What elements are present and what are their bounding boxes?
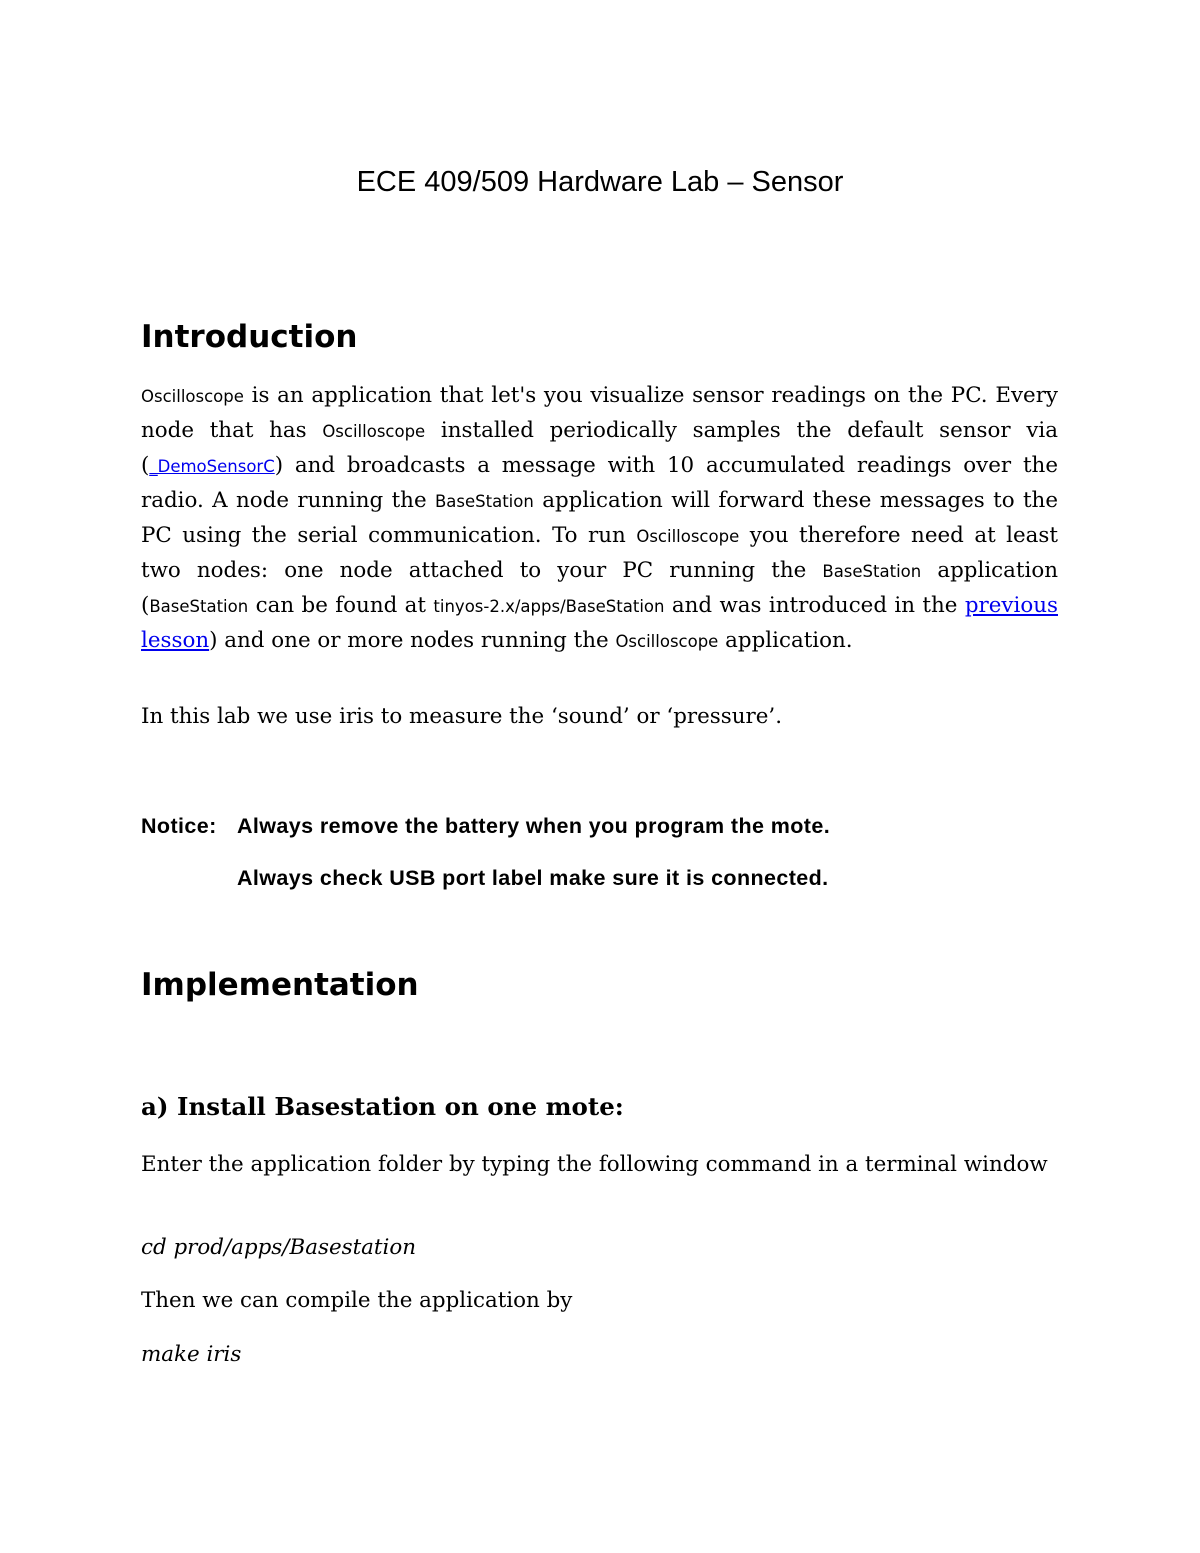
app-name-basestation: BaseStation xyxy=(149,597,249,616)
step-a-heading: a) Install Basestation on one mote: xyxy=(141,1092,624,1121)
demosensorc-link[interactable]: _DemoSensorC xyxy=(149,457,275,476)
app-name-oscilloscope: Oscilloscope xyxy=(636,527,740,546)
compile-instruction: Then we can compile the application by xyxy=(141,1288,573,1313)
notice-label: Notice: xyxy=(141,814,217,838)
previous-lesson-link[interactable]: previous lesson xyxy=(141,593,1058,653)
cd-command: cd prod/apps/Basestation xyxy=(141,1235,417,1260)
basestation-path: tinyos-2.x/apps/BaseStation xyxy=(433,597,665,616)
app-name-basestation: BaseStation xyxy=(434,492,534,511)
introduction-heading: Introduction xyxy=(141,319,358,355)
step-a-instruction: Enter the application folder by typing the following command in a terminal window xyxy=(141,1152,1048,1177)
app-name-basestation: BaseStation xyxy=(822,562,922,581)
introduction-paragraph: Oscilloscope is an application that let's you visualize sensor readings on the PC. Every node that has Oscilloscope installed periodically samples the default sensor via (_DemoSensorC) and broadcasts a message with 10 accumulated readings over the radio. A node running the BaseStation application will forward these messages to the PC using the serial communication. To run Oscilloscope you therefore need at least two nodes: one node attached to your PC running the BaseStation application (BaseStation can be found at tinyos-2.x/apps/BaseStation and was introduced in the previous lesson) and one or more nodes running the Oscilloscope application. xyxy=(141,383,1058,653)
notice-line-2: Always check USB port label make sure it is connected. xyxy=(237,866,829,890)
app-name-oscilloscope: Oscilloscope xyxy=(141,387,244,406)
lab-measurement-note: In this lab we use iris to measure the ‘sound’ or ‘pressure’. xyxy=(141,704,782,729)
app-name-oscilloscope: Oscilloscope xyxy=(322,422,426,441)
notice-line-1: Notice: Always remove the battery when you program the mote. xyxy=(141,814,831,838)
app-name-oscilloscope: Oscilloscope xyxy=(615,632,719,651)
document-title: ECE 409/509 Hardware Lab – Sensor xyxy=(356,166,844,198)
implementation-heading: Implementation xyxy=(141,967,419,1003)
make-command: make iris xyxy=(141,1342,242,1367)
